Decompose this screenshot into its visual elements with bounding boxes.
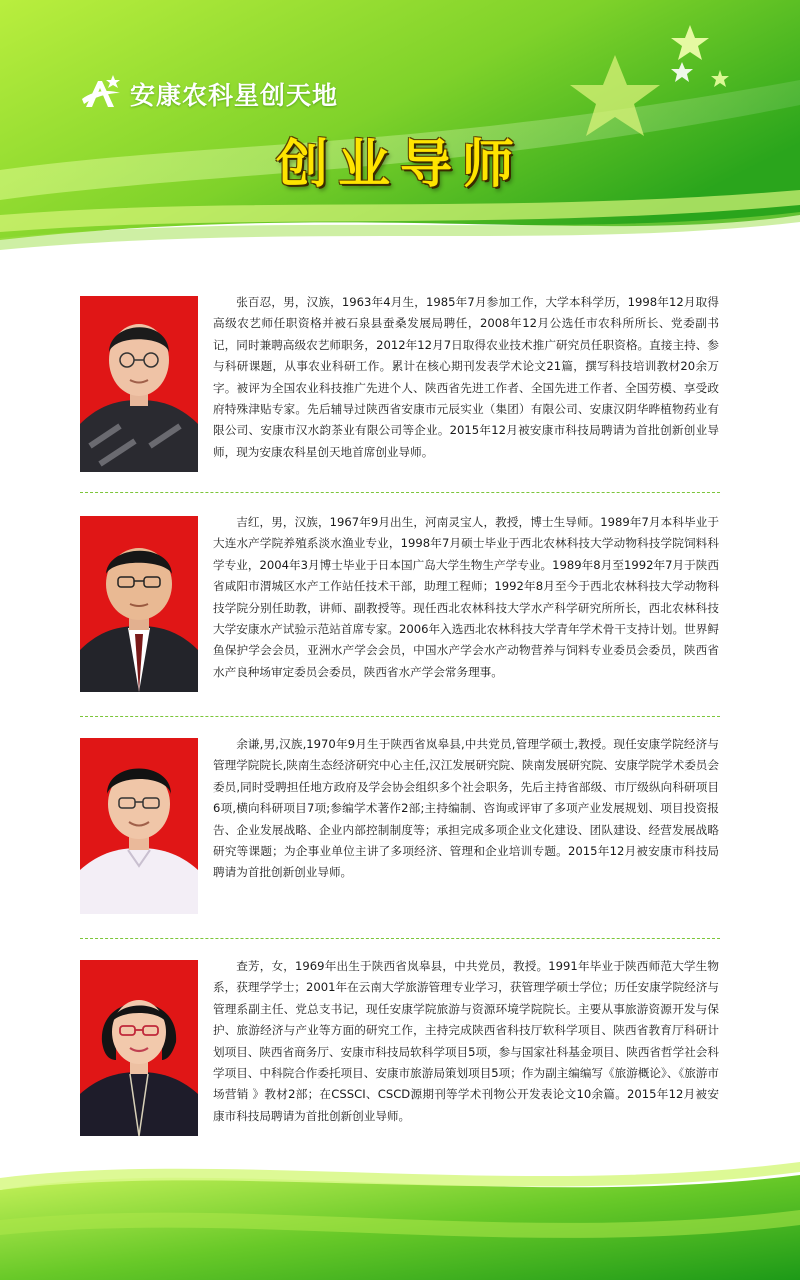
mentor-card xyxy=(80,738,720,918)
mentor-card xyxy=(80,296,720,476)
divider xyxy=(80,938,720,939)
mentor-card xyxy=(80,516,720,696)
mentor-bio: 余谦,男,汉族,1970年9月生于陕西省岚皋县,中共党员,管理学硕士,教授。现任安康学院经济与管理学院院长,陕南生态经济研究中心主任,汉江发展研究院、陕南发展研究院、安康学院学术委员会委员,同时受聘担任地方政府及学会协会组织多个社会职务，先后主持省部级、市厅级纵向科研项目6项,横向科研项目7项;参编学术著作2部;主持编制、咨询或评审了多项产业发展规划、项目投资报告、企业发展战略、企业内部控制制度等；承担完成多项企业文化建设、团队建设、经营发展战略研究等课题；为企事业单位主讲了多项经济、管理和企业培训专题。2015年12月被安康市科技局聘请为首批创新创业导师。 xyxy=(213,737,719,880)
mentor-photo xyxy=(80,296,198,472)
mentor-bio: 查芳，女，1969年出生于陕西省岚皋县，中共党员，教授。1991年毕业于陕西师范大学生物系，获理学学士；2001年在云南大学旅游管理专业学习，获管理学硕士学位；历任安康学院经济与管理系副主任、党总支书记，现任安康学院旅游与资源环境学院院长。主要从事旅游资源开发与保护、旅游经济与产业等方面的研究工作，主持完成陕西省科技厅软科学项目、陕西省教育厅科研计划项目、陕西省商务厅、安康市科技局软科学项目5项，参与国家社科基金项目、陕西省哲学社会科学项目、中科院合作委托项目、安康市旅游局策划项目5项；作为副主编编写《旅游概论》、《旅游市场营销 》教材2部；在CSSCI、CSCD源期刊等学术刊物公开发表论文10余篇。2015年12月被安康市科技局聘请为首批创新创业导师。 xyxy=(213,959,719,1123)
man-portrait-glasses-icon xyxy=(80,296,198,472)
mentor-photo xyxy=(80,738,198,914)
brand-name: 安康农科星创天地 xyxy=(130,81,339,110)
divider xyxy=(80,492,720,493)
mentor-photo xyxy=(80,960,198,1136)
mentor-bio: 张百忍，男，汉族，1963年4月生，1985年7月参加工作，大学本科学历，1998年12月取得高级农艺师任职资格并被石泉县蚕桑发展局聘任，2008年12月公选任市农科所所长、党委副书记，同时兼聘高级农艺师职务，2012年12月7日取得农业技术推广研究员任职资格。直接主持、参与科研课题，从事农业科研工作。累计在核心期刊发表学术论文21篇，撰写科技培训教材20余万字。被评为全国农业科技推广先进个人、陕西省先进工作者、全国先进工作者、全国劳模、享受政府特殊津贴专家。先后辅导过陕西省安康市元辰实业（集团）有限公司、安康汉阴华晔植物药业有限公司、安康市汉水韵茶业有限公司等企业。2015年12月被安康市科技局聘请为首批创新创业导师，现为安康农科星创天地首席创业导师。 xyxy=(213,295,719,459)
footer-background xyxy=(0,1150,800,1280)
mentor-photo xyxy=(80,516,198,692)
mentor-bio: 吉红，男，汉族，1967年9月出生，河南灵宝人，教授，博士生导师。1989年7月本科毕业于大连水产学院养殖系淡水渔业专业，1998年7月硕士毕业于西北农林科技大学动物科技学院饲料科学专业，2004年3月博士毕业于日本国广岛大学生物生产学专业。1989年8月至1992年7月于陕西省咸阳市渭城区水产工作站任技术干部，助理工程师；1992年8月至今于西北农林科技大学动物科技学院分别任助教，讲师、副教授等。现任西北农林科技大学水产科学研究所所长，西北农林科技大学安康水产试验示范站首席专家。2006年入选西北农林科技大学青年学术骨干支持计划。世界鲟鱼保护学会会员，亚洲水产学会会员，中国水产学会水产动物营养与饲料专业委员会委员，陕西省水产良种场审定委员会委员，陕西省水产学会常务理事。 xyxy=(213,515,719,679)
mentor-card xyxy=(80,960,720,1140)
woman-portrait-glasses-icon xyxy=(80,960,198,1136)
page-title: 创业导师 xyxy=(275,135,524,195)
star-a-logo-icon xyxy=(80,73,122,115)
man-portrait-glasses-shirt-icon xyxy=(80,738,198,914)
brand xyxy=(80,72,338,116)
man-portrait-suit-icon xyxy=(80,516,198,692)
divider xyxy=(80,716,720,717)
